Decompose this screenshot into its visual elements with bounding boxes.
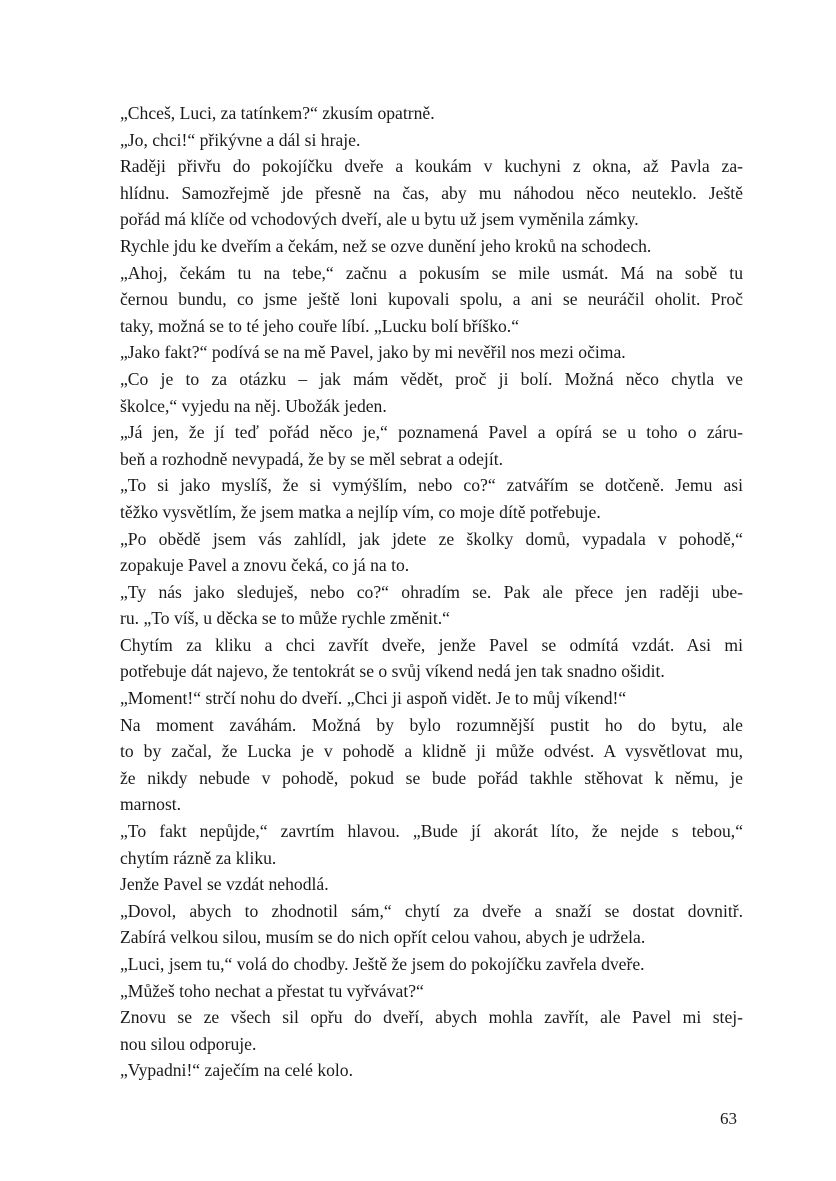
paragraph	[93, 898, 743, 951]
page-number: 63	[720, 1109, 737, 1128]
paragraph	[93, 1057, 743, 1084]
text-line: „To si jako myslíš, že si vymýšlím, nebo co?“ zatvářím se dotčeně. Jemu asi	[120, 475, 743, 496]
paragraph	[93, 871, 743, 898]
text-line: potřebuje dát najevo, že tentokrát se o svůj víkend nedá jen tak snadno ošidit.	[120, 661, 665, 682]
paragraph	[93, 260, 743, 340]
paragraph	[93, 419, 743, 472]
text-line: Raději přivřu do pokojíčku dveře a koukám v kuchyni z okna, až Pavla za-	[120, 156, 743, 177]
paragraph	[93, 1004, 743, 1057]
paragraph	[93, 632, 743, 685]
text-line: školce,“ vyjedu na něj. Ubožák jeden.	[120, 395, 387, 416]
text-line: beň a rozhodně nevypadá, že by se měl sebrat a odejít.	[120, 448, 503, 469]
text-line: chytím rázně za kliku.	[120, 847, 277, 868]
text-line: Zabírá velkou silou, musím se do nich opřít celou vahou, abych je udržela.	[120, 927, 646, 948]
text-line: „Vypadni!“ zaječím na celé kolo.	[120, 1060, 354, 1081]
text-line: to by začal, že Lucka je v pohodě a klidně ji může odvést. A vysvětlovat mu,	[120, 741, 743, 762]
paragraph	[93, 712, 743, 818]
text-line: Chytím za kliku a chci zavřít dveře, jenže Pavel se odmítá vzdát. Asi mi	[120, 634, 743, 655]
text-line: Na moment zaváhám. Možná by bylo rozumnější pustit ho do bytu, ale	[120, 714, 743, 735]
text-line: „Jo, chci!“ přikývne a dál si hraje.	[120, 129, 361, 150]
text-line: marnost.	[120, 794, 182, 815]
paragraph	[93, 818, 743, 871]
text-line: Znovu se ze všech sil opřu do dveří, abych mohla zavřít, ale Pavel mi stej-	[120, 1007, 743, 1028]
text-line: těžko vysvětlím, že jsem matka a nejlíp vím, co moje dítě potřebuje.	[120, 501, 601, 522]
paragraph	[93, 978, 743, 1005]
text-line: „Chceš, Luci, za tatínkem?“ zkusím opatrně.	[120, 103, 435, 123]
text-line: „Ty nás jako sleduješ, nebo co?“ ohradím se. Pak ale přece jen raději ube-	[120, 581, 743, 602]
text-line: „Ahoj, čekám tu na tebe,“ začnu a pokusím se mile usmát. Má na sobě tu	[120, 262, 743, 283]
text-line: pořád má klíče od vchodových dveří, ale u bytu už jsem vyměnila zámky.	[120, 209, 639, 230]
paragraph	[93, 366, 743, 419]
paragraph	[93, 339, 743, 366]
paragraph	[93, 233, 743, 260]
paragraph	[93, 153, 743, 233]
text-line: „Co je to za otázku – jak mám vědět, proč ji bolí. Možná něco chytla ve	[120, 368, 743, 389]
text-line: ru. „To víš, u děcka se to může rychle změnit.“	[120, 608, 450, 629]
book-page-text	[93, 100, 743, 1084]
text-line: že nikdy nebude v pohodě, pokud se bude pořád takhle stěhovat k němu, je	[120, 767, 743, 788]
text-line: Rychle jdu ke dveřím a čekám, než se ozve dunění jeho kroků na schodech.	[120, 235, 652, 256]
text-line: „Luci, jsem tu,“ volá do chodby. Ještě že jsem do pokojíčku zavřela dveře.	[120, 954, 645, 974]
text-line: taky, možná se to té jeho couře líbí. „Lucku bolí bříško.“	[120, 315, 520, 336]
paragraph	[93, 127, 743, 154]
text-line: nou silou odporuje.	[120, 1033, 257, 1054]
paragraph	[93, 951, 743, 978]
text-line: „Já jen, že jí teď pořád něco je,“ poznamená Pavel a opírá se u toho o záru-	[120, 422, 743, 443]
paragraph	[93, 579, 743, 632]
text-line: černou bundu, co jsme ještě loni kupovali spolu, a ani se neuráčil oholit. Proč	[120, 289, 743, 310]
paragraph	[93, 685, 743, 712]
paragraph	[93, 100, 743, 127]
text-line: Jenže Pavel se vzdát nehodlá.	[120, 874, 329, 895]
paragraph	[93, 472, 743, 525]
text-line: „Jako fakt?“ podívá se na mě Pavel, jako by mi nevěřil nos mezi očima.	[120, 342, 626, 363]
text-line: „Po obědě jsem vás zahlídl, jak jdete ze školky domů, vypadala v pohodě,“	[120, 528, 743, 549]
text-line: zopakuje Pavel a znovu čeká, co já na to.	[120, 555, 410, 576]
text-line: „Dovol, abych to zhodnotil sám,“ chytí za dveře a snaží se dostat dovnitř.	[120, 900, 743, 921]
text-line: „To fakt nepůjde,“ zavrtím hlavou. „Bude jí akorát líto, že nejde s tebou,“	[120, 821, 743, 842]
text-line: „Můžeš toho nechat a přestat tu vyřvávat?“	[120, 980, 424, 1001]
text-line: hlídnu. Samozřejmě jde přesně na čas, aby mu náhodou něco neuteklo. Ještě	[120, 182, 743, 203]
paragraph	[93, 526, 743, 579]
text-line: „Moment!“ strčí nohu do dveří. „Chci ji aspoň vidět. Je to můj víkend!“	[120, 688, 627, 709]
